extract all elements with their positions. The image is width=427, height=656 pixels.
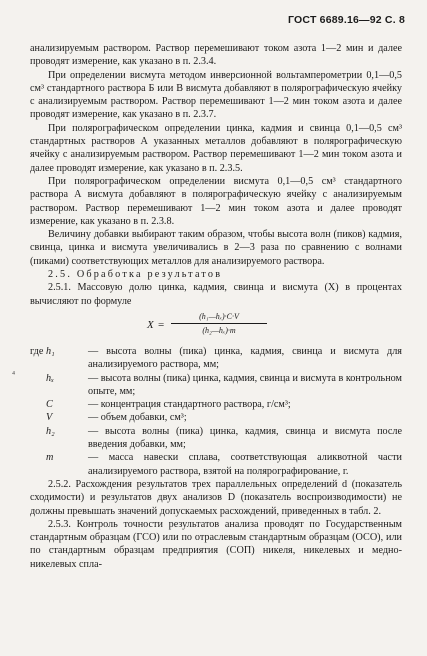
page-header: ГОСТ 6689.16—92 С. 8 [288, 14, 405, 26]
definition-symbol: hₓ [46, 372, 54, 384]
definition-row [30, 345, 402, 372]
definition-row [30, 411, 402, 424]
fraction-bar [171, 323, 267, 324]
paragraph-2-5-1: 2.5.1. Массовую долю цинка, кадмия, свинца и висмута (X) в процентах вычисляют по формуле [30, 282, 402, 307]
section-heading: 2.5. Обработка результатов [48, 269, 223, 281]
definitions-list [30, 345, 402, 478]
formula-denominator: (h₂—hₓ)·m [202, 325, 236, 335]
definition-symbol: V [46, 412, 53, 424]
definition-text: — высота волны (пика) цинка, кадмия, свинца и висмута для анализируемого раствора, мм; [88, 345, 402, 371]
definition-text: — масса навески сплава, соответствующая аликвотной части анализируемого раствора, взятой на полярографирование, г. [88, 452, 402, 477]
formula-fraction [171, 311, 267, 336]
definition-row [30, 425, 402, 452]
definition-symbol: h₂ [46, 425, 55, 437]
definition-text: — концентрация стандартного раствора, г/см³; [88, 399, 291, 411]
paragraph-polarographic-bismuth: При полярографическом определении висмута 0,1—0,5 см³ стандартного раствора А висмута добавляют в полярографическую ячейку с анализируемым раствором. Раствор перемешивают 1—2 мин током азота и далее проводят измерение, как указано в п. 2.3.8. [30, 175, 402, 227]
formula-lhs: X [147, 318, 154, 331]
document-body [30, 42, 402, 571]
definition-text: — объем добавки, см³; [88, 412, 187, 424]
paragraph-continuation: анализируемым раствором. Раствор перемешивают током азота 1—2 мин и далее проводят измерение, как указано в п. 2.3.4. [30, 43, 402, 68]
definition-symbol: m [46, 452, 54, 464]
paragraph-additive-size: Величину добавки выбирают таким образом, чтобы высота волн (пиков) кадмия, свинца, цинка и висмута увеличивались в 2—3 раза по сравнению с волнами (пиками) соответствующих металлов для анализируемого раствора. [30, 229, 402, 267]
definition-symbol: C [46, 399, 53, 411]
definition-row [30, 451, 402, 478]
where-word: где [30, 345, 44, 357]
paragraph-2-5-2: 2.5.2. Расхождения результатов трех параллельных определений d (показатель сходимости) и результатов двух анализов D (показатель воспроизводимости) не должны превышать значений допускаемых расхождений, приведенных в табл. 2. [30, 478, 402, 517]
definition-row [30, 372, 402, 399]
margin-mark: ⁴ [12, 369, 16, 379]
formula-equals: = [158, 318, 165, 331]
paragraph-polarographic-zinc-cadmium-lead: При полярографическом определении цинка, кадмия и свинца 0,1—0,5 см³ стандартных растворов А указанных металлов добавляют в полярографическую ячейку с анализируемым раствором. Раствор перемешивают 1—2 мин током азота и далее проводят измерение, как указано в п. 2.3.5. [30, 122, 402, 174]
definition-row [30, 398, 402, 411]
formula [30, 311, 402, 343]
paragraph-bismuth-voltammetry: При определении висмута методом инверсионной вольтамперометрии 0,1—0,5 см³ стандартного раствора Б или В висмута добавляют в полярографическую ячейку с анализируемым раствором. Раствор перемешивают 1—2 мин током азота и далее проводят измерение, как указано в п. 2.3.7. [30, 69, 402, 121]
definition-symbol: h₁ [46, 345, 55, 357]
paragraph-2-5-3: 2.5.3. Контроль точности результатов анализа проводят по Государственным стандартным образцам (ГСО) или по отраслевым стандартным образцам (ОСО), или по стандартным образцам предприятия (СОП) никеля, никелевых и медно-никелевых спла- [30, 518, 402, 570]
formula-numerator: (h₁—hₓ)·C·V [199, 311, 239, 321]
definition-text: — высота волны (пика) цинка, кадмия, свинца и висмута в контрольном опыте, мм; [88, 372, 402, 397]
definition-text: — высота волны (пика) цинка, кадмия, свинца и висмута после введения добавки, мм; [88, 425, 402, 451]
